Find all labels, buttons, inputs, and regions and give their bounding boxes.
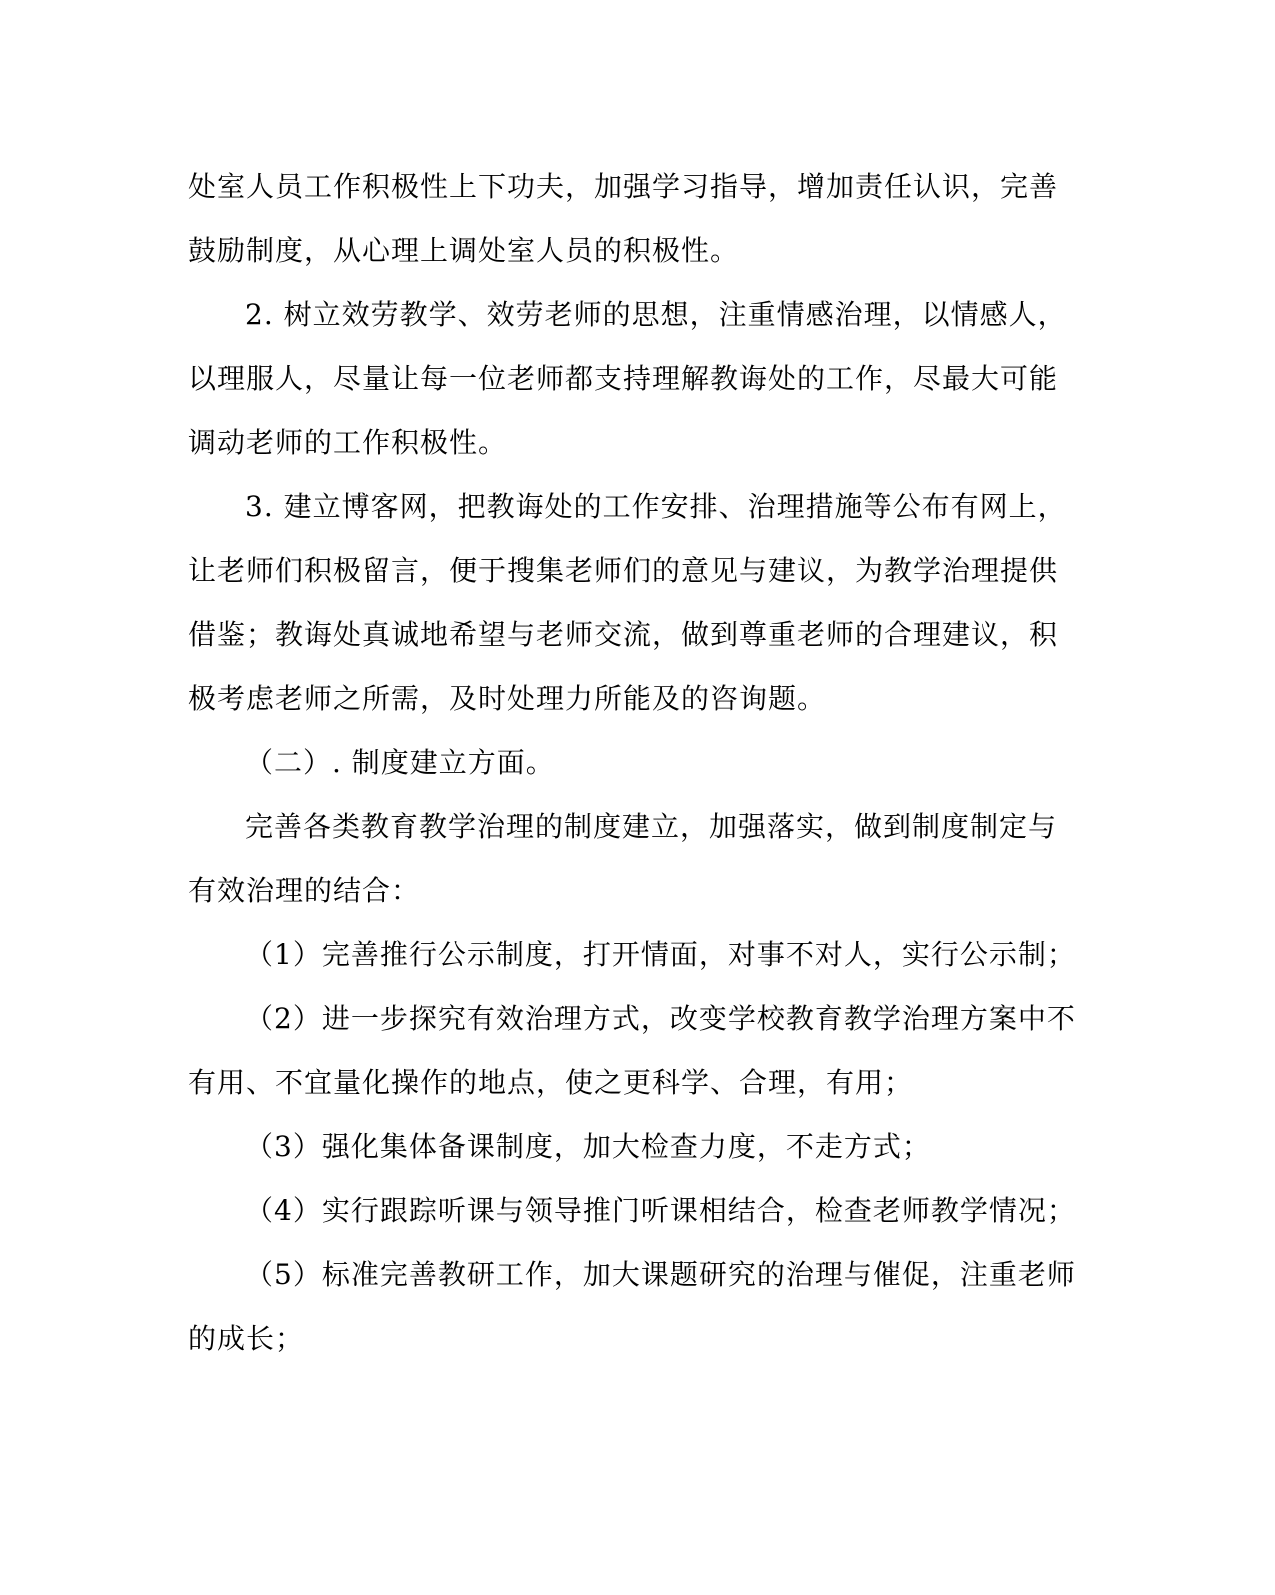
text-line: 鼓励制度，从心理上调处室人员的积极性。 <box>188 234 740 267</box>
text-line: 调动老师的工作积极性。 <box>188 426 508 459</box>
text-line: 的成长； <box>188 1322 305 1355</box>
text-line: 极考虑老师之所需，及时处理力所能及的咨询题。 <box>188 682 827 715</box>
text-line: 完善各类教育教学治理的制度建立，加强落实，做到制度制定与 <box>245 810 1058 843</box>
list-item: （5）标准完善教研工作，加大课题研究的治理与催促，注重老师 <box>245 1258 1076 1291</box>
text-line: 处室人员工作积极性上下功夫，加强学习指导，增加责任认识，完善 <box>188 170 1059 203</box>
text-line: 2. 树立效劳教学、效劳老师的思想，注重情感治理，以情感人， <box>245 298 1067 331</box>
list-item: （1）完善推行公示制度，打开情面，对事不对人，实行公示制； <box>245 938 1076 971</box>
text-line: 有效治理的结合： <box>188 874 421 907</box>
text-line: 借鉴；教诲处真诚地希望与老师交流，做到尊重老师的合理建议，积 <box>188 618 1059 651</box>
list-item: （2）进一步探究有效治理方式，改变学校教育教学治理方案中不 <box>245 1002 1076 1035</box>
text-line: 有用、不宜量化操作的地点，使之更科学、合理，有用； <box>188 1066 914 1099</box>
section-heading: （二）. 制度建立方面。 <box>245 746 555 779</box>
text-line: 以理服人，尽量让每一位老师都支持理解教诲处的工作，尽最大可能 <box>188 362 1059 395</box>
list-item: （4）实行跟踪听课与领导推门听课相结合，检查老师教学情况； <box>245 1194 1076 1227</box>
document-body <box>188 155 1076 1371</box>
text-line: 让老师们积极留言，便于搜集老师们的意见与建议，为教学治理提供 <box>188 554 1059 587</box>
text-line: 3. 建立博客网，把教诲处的工作安排、治理措施等公布有网上， <box>245 490 1067 523</box>
list-item: （3）强化集体备课制度，加大检查力度，不走方式； <box>245 1130 931 1163</box>
